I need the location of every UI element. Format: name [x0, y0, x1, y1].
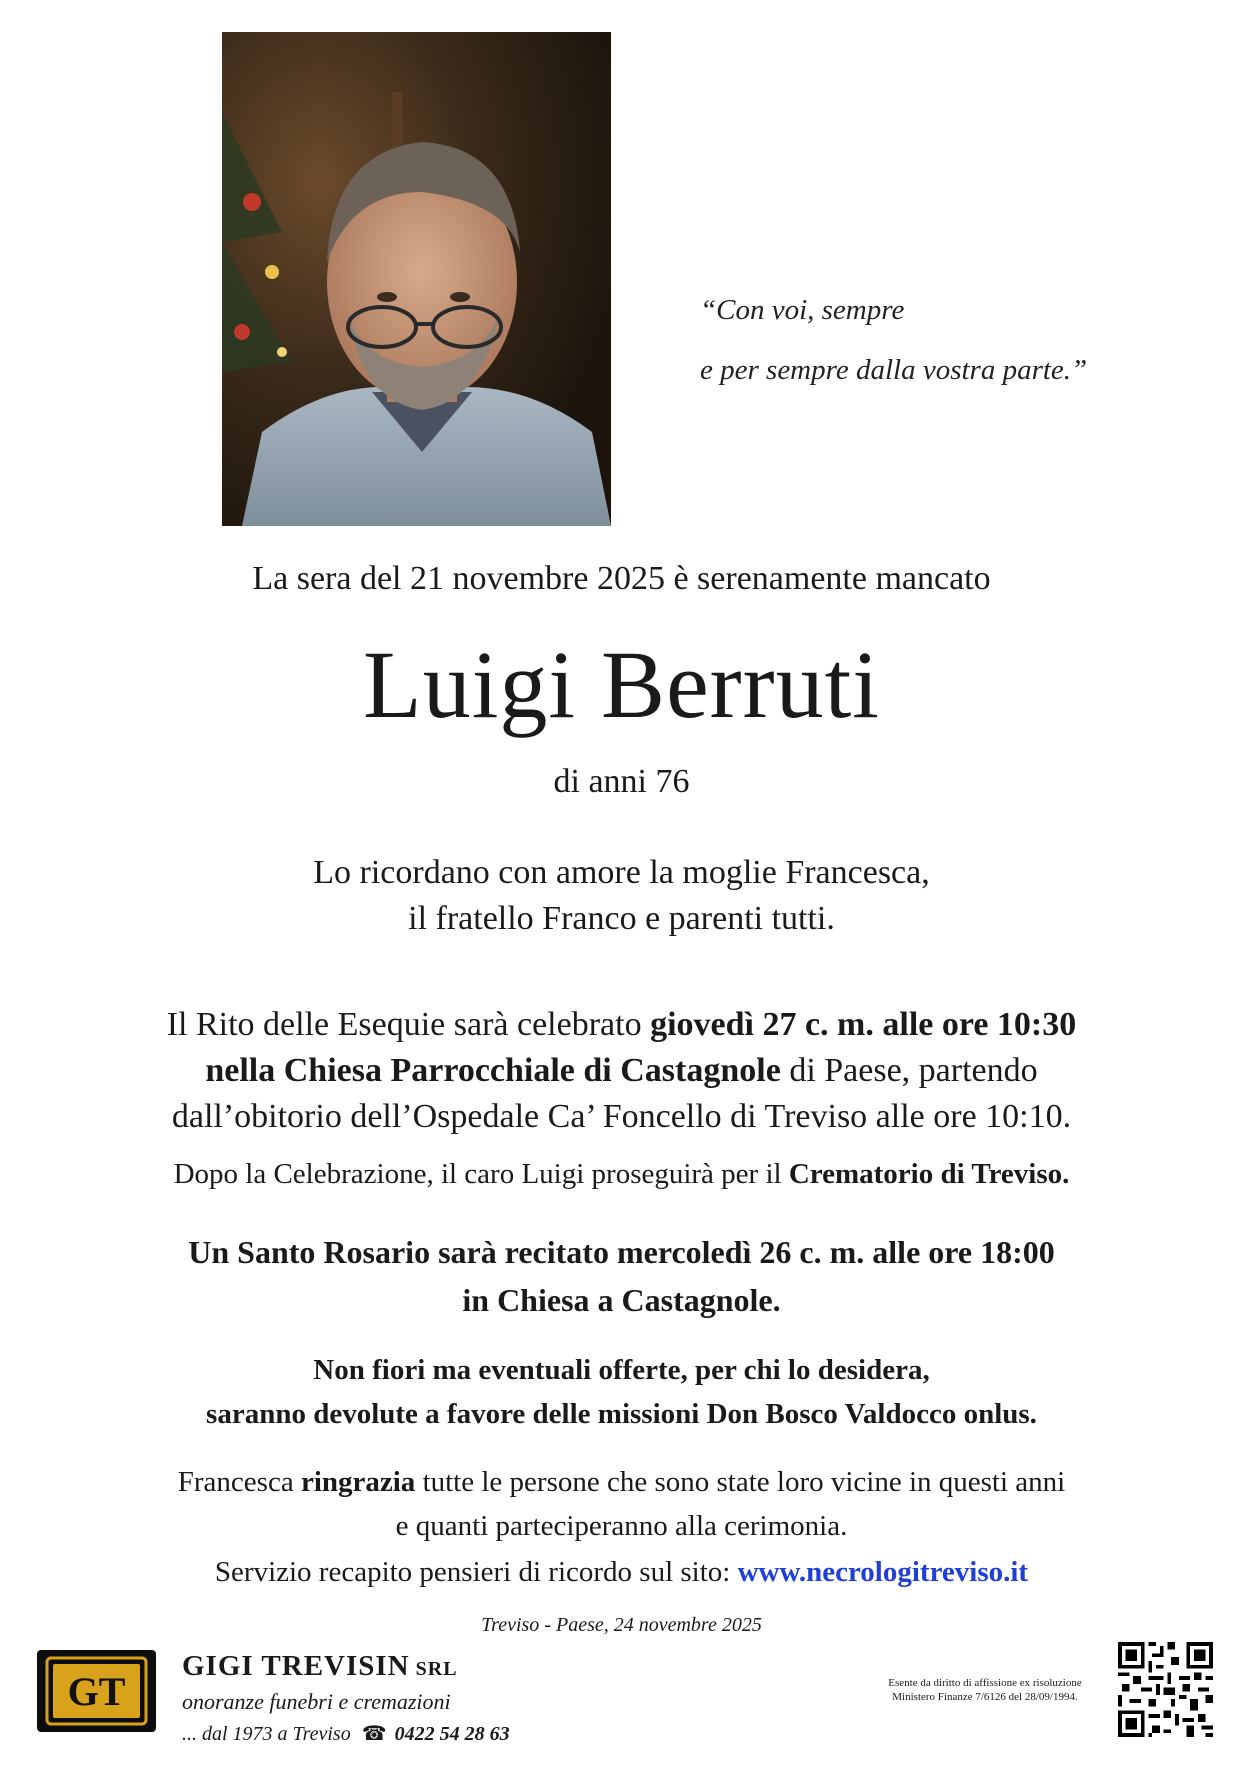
company-name-row: [182, 1650, 582, 1683]
funeral-details: [0, 1002, 1243, 1140]
quote-line: e per sempre dalla vostra parte.”: [700, 354, 1088, 386]
thanks-text: [0, 1460, 1243, 1548]
donation-line: saranno devolute a favore delle missioni Don Bosco Valdocco onlus.: [206, 1398, 1037, 1430]
thanks-text-part: tutte le persone che sono state loro vicine in questi anni: [415, 1466, 1066, 1498]
mourners-text: [0, 850, 1243, 942]
exemption-line: Esente da diritto di affissione ex risoluzione: [888, 1677, 1082, 1689]
company-since-row: [182, 1721, 582, 1746]
company-suffix: SRL: [415, 1658, 458, 1680]
company-since: ... dal 1973 a Treviso: [182, 1723, 351, 1745]
website-link[interactable]: www.necrologitreviso.it: [737, 1556, 1029, 1588]
thanks-bold: ringrazia: [300, 1466, 416, 1498]
place-date: Treviso - Paese, 24 novembre 2025: [481, 1614, 762, 1636]
funeral-date: giovedì 27 c. m. alle ore 10:30: [650, 1006, 1077, 1043]
donation-notice: [0, 1348, 1243, 1436]
tax-exemption-note: [855, 1676, 1115, 1704]
rosary-notice: [0, 1228, 1243, 1324]
funeral-church: nella Chiesa Parrocchiale di Castagnole: [205, 1052, 781, 1089]
mourners-line: il fratello Franco e parenti tutti.: [408, 900, 835, 937]
deceased-name: Luigi Berruti: [363, 631, 880, 738]
thanks-text-part: Francesca: [177, 1466, 301, 1498]
funeral-line: dall’obitorio dell’Ospedale Ca’ Foncello di Treviso alle ore 10:10.: [171, 1098, 1072, 1135]
company-info: [182, 1650, 582, 1746]
company-tagline: onoranze funebri e cremazioni: [182, 1689, 451, 1714]
deceased-age: di anni 76: [553, 763, 690, 800]
thanks-line: e quanti parteciperanno alla cerimonia.: [395, 1510, 848, 1542]
rosary-line: Un Santo Rosario sarà recitato mercoledì 26 c. m. alle ore 18:00: [188, 1234, 1055, 1270]
company-phone[interactable]: 0422 54 28 63: [394, 1723, 510, 1745]
epitaph-quote: [700, 280, 1180, 400]
after-ceremony-text: [0, 1154, 1243, 1194]
funeral-line: [0, 1002, 1243, 1048]
telephone-icon: ☎: [361, 1723, 387, 1745]
after-text: Dopo la Celebrazione, il caro Luigi proseguirà per il: [173, 1158, 789, 1190]
logo-letters: GT: [67, 1669, 126, 1714]
portrait-photo: [222, 32, 611, 526]
death-announcement: La sera del 21 novembre 2025 è serenamente mancato: [252, 560, 991, 597]
funeral-text: di Paese, partendo: [780, 1052, 1038, 1089]
quote-line: “Con voi, sempre: [700, 294, 905, 326]
mourners-line: Lo ricordano con amore la moglie Francesca,: [313, 854, 930, 891]
qr-code[interactable]: [1118, 1642, 1213, 1737]
service-text: Servizio recapito pensieri di ricordo sul sito:: [214, 1556, 738, 1588]
donation-line: Non fiori ma eventuali offerte, per chi lo desidera,: [313, 1354, 930, 1386]
exemption-line: Ministero Finanze 7/6126 del 28/09/1994.: [892, 1691, 1078, 1703]
thanks-line: [0, 1460, 1243, 1504]
crematorium: Crematorio di Treviso.: [788, 1158, 1070, 1190]
funeral-text: Il Rito delle Esequie sarà celebrato: [166, 1006, 651, 1043]
service-notice: [0, 1550, 1243, 1594]
company-name: GIGI TREVISIN: [182, 1650, 410, 1682]
rosary-line: in Chiesa a Castagnole.: [462, 1282, 781, 1318]
company-logo: [37, 1650, 156, 1732]
funeral-line: [0, 1048, 1243, 1094]
